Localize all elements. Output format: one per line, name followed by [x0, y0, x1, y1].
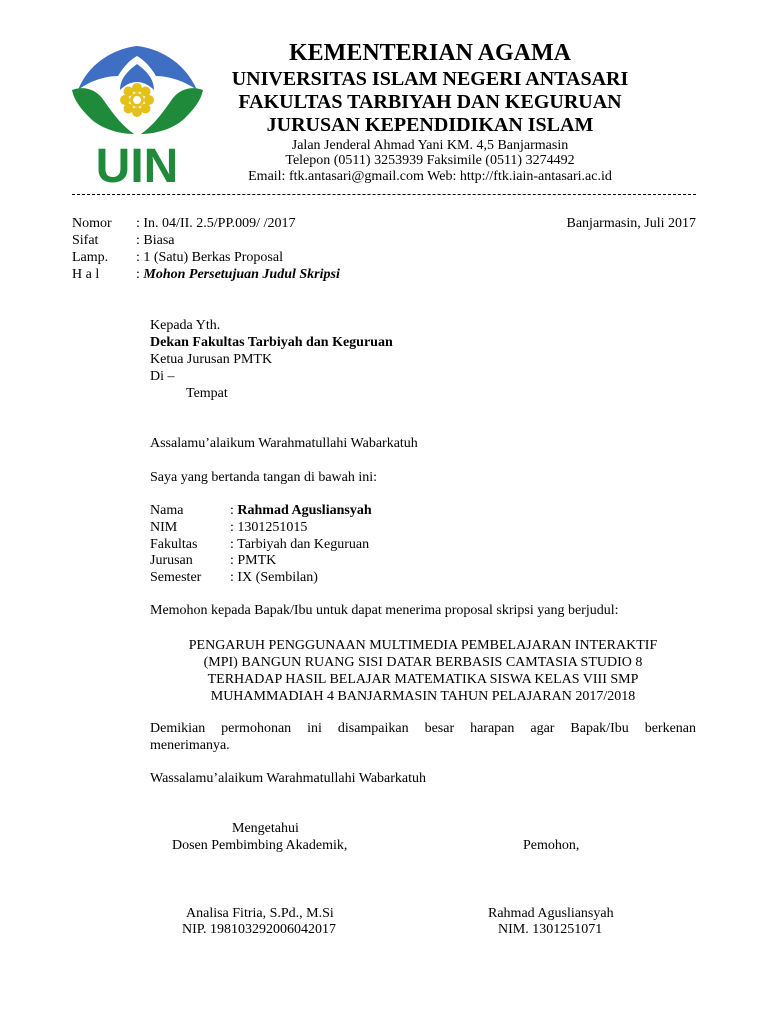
hal-value: Mohon Persetujuan Judul Skripsi — [143, 267, 340, 282]
ministry-heading: KEMENTERIAN AGAMA — [288, 40, 571, 66]
field-label-nama: Nama — [150, 503, 184, 518]
recipient-dean: Dekan Fakultas Tarbiyah dan Keguruan — [150, 335, 393, 350]
advisor-name: Analisa Fitria, S.Pd., M.Si — [186, 906, 334, 921]
thesis-title-line: PENGARUH PENGGUNAAN MULTIMEDIA PEMBELAJARAN INTERAKTIF — [188, 638, 658, 653]
closing-paragraph — [150, 720, 696, 754]
advisor-nip: NIP. 198103292006042017 — [182, 922, 337, 937]
sifat-label: Sifat — [72, 233, 99, 248]
field-value-nama — [230, 503, 372, 519]
applicant-role: Pemohon, — [523, 838, 580, 853]
field-label-fakultas: Fakultas — [150, 537, 198, 552]
contact-line: Email: ftk.antasari@gmail.com Web: http://ftk.iain-antasari.ac.id — [248, 169, 612, 184]
field-value-semester: : IX (Sembilan) — [230, 570, 318, 585]
nomor-value: : In. 04/II. 2.5/PP.009/ /2017 — [136, 216, 296, 231]
recipient-tempat: Tempat — [186, 386, 228, 401]
place-date: Banjarmasin, Juli 2017 — [566, 216, 696, 231]
university-heading: UNIVERSITAS ISLAM NEGERI ANTASARI — [231, 68, 629, 90]
phone-line: Telepon (0511) 3253939 Faksimile (0511) 3274492 — [285, 153, 575, 168]
mengetahui-label: Mengetahui — [232, 821, 299, 836]
applicant-name: Rahmad Agusliansyah — [488, 906, 614, 921]
field-value-jurusan: : PMTK — [230, 553, 277, 568]
closing-line-2: menerimanya. — [150, 738, 230, 753]
intro-line: Saya yang bertanda tangan di bawah ini: — [150, 470, 378, 485]
recipient-head: Ketua Jurusan PMTK — [150, 352, 273, 367]
request-line: Memohon kepada Bapak/Ibu untuk dapat menerima proposal skripsi yang berjudul: — [150, 603, 619, 618]
faculty-heading: FAKULTAS TARBIYAH DAN KEGURUAN — [238, 91, 622, 113]
field-label-semester: Semester — [150, 570, 202, 585]
field-value-fakultas: : Tarbiyah dan Keguruan — [230, 537, 370, 552]
hal-label: H a l — [72, 267, 100, 282]
recipient-di: Di – — [150, 369, 175, 384]
field-name-bold: Rahmad Agusliansyah — [237, 503, 372, 518]
department-heading: JURUSAN KEPENDIDIKAN ISLAM — [266, 114, 594, 136]
salam-closing: Wassalamu’alaikum Warahmatullahi Wabarkatuh — [150, 771, 427, 786]
closing-line-1: Demikian permohonan ini disampaikan besar harapan agar Bapak/Ibu berkenan — [150, 721, 696, 736]
advisor-role: Dosen Pembimbing Akademik, — [172, 838, 348, 853]
thesis-title-line: TERHADAP HASIL BELAJAR MATEMATIKA SISWA KELAS VIII SMP — [207, 672, 639, 687]
field-label-nim: NIM — [150, 520, 178, 535]
recipient-greeting: Kepada Yth. — [150, 318, 221, 333]
lamp-label: Lamp. — [72, 250, 109, 265]
thesis-title-line: MUHAMMADIAH 4 BANJARMASIN TAHUN PELAJARAN 2017/2018 — [210, 689, 636, 704]
hal-colon: : — [136, 267, 144, 282]
sifat-value: : Biasa — [136, 233, 175, 248]
uin-logo — [70, 42, 205, 192]
lamp-value: : 1 (Satu) Berkas Proposal — [136, 250, 283, 265]
applicant-nim: NIM. 1301251071 — [498, 922, 603, 937]
thesis-title — [150, 637, 696, 705]
nomor-label: Nomor — [72, 216, 112, 231]
field-label-jurusan: Jurusan — [150, 553, 193, 568]
field-value-nim: : 1301251015 — [230, 520, 308, 535]
header-divider — [72, 186, 696, 195]
logo-text: UIN — [95, 140, 179, 192]
salam-opening: Assalamu’alaikum Warahmatullahi Wabarkatuh — [150, 436, 418, 451]
address-line: Jalan Jenderal Ahmad Yani KM. 4,5 Banjarmasin — [291, 138, 569, 153]
field-colon: : — [230, 503, 238, 518]
thesis-title-line: (MPI) BANGUN RUANG SISI DATAR BERBASIS CAMTASIA STUDIO 8 — [203, 655, 643, 670]
hal-row — [136, 267, 340, 283]
